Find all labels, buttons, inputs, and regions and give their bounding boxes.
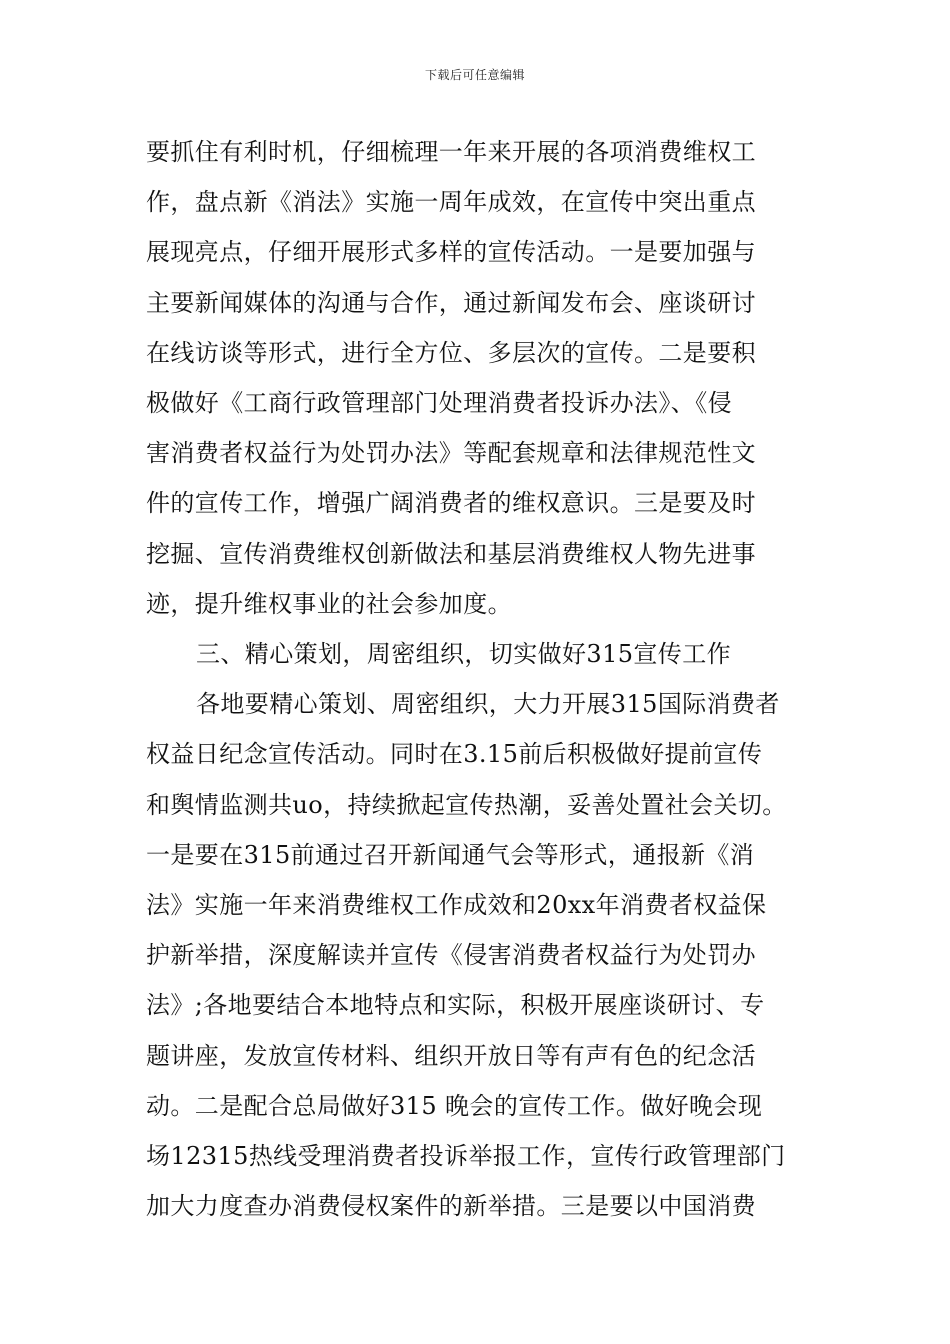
paragraph-line: 件的宣传工作，增强广阔消费者的维权意识。三是要及时 [146, 489, 756, 518]
paragraph-line: 动。二是配合总局做好315 晚会的宣传工作。做好晚会现 [146, 1091, 763, 1120]
page-header: 下载后可任意编辑 [424, 68, 525, 82]
paragraph-line: 场12315热线受理消费者投诉举报工作，宣传行政管理部门 [146, 1142, 786, 1170]
paragraph-line: 害消费者权益行为处罚办法》等配套规章和法律规范性文 [146, 439, 756, 468]
paragraph-line: 作，盘点新《消法》实施一周年成效，在宣传中突出重点 [146, 188, 756, 217]
paragraph-line: 和舆情监测共uo，持续掀起宣传热潮，妥善处置社会关切。 [146, 790, 787, 819]
paragraph-line-indented: 三、精心策划，周密组织，切实做好315宣传工作 [196, 640, 732, 668]
paragraph-line: 题讲座，发放宣传材料、组织开放日等有声有色的纪念活 [146, 1041, 756, 1070]
paragraph-line: 加大力度查办消费侵权案件的新举措。三是要以中国消费 [146, 1192, 756, 1221]
paragraph-line: 要抓住有利时机，仔细梳理一年来开展的各项消费维权工 [146, 138, 756, 166]
paragraph-line: 法》实施一年来消费维权工作成效和20xx年消费者权益保 [146, 891, 767, 919]
paragraph-line-indented: 各地要精心策划、周密组织，大力开展315国际消费者 [196, 690, 780, 719]
paragraph-line: 权益日纪念宣传活动。同时在3.15前后积极做好提前宣传 [146, 740, 763, 769]
paragraph-line: 挖掘、宣传消费维权创新做法和基层消费维权人物先进事 [146, 539, 756, 568]
paragraph-line: 极做好《工商行政管理部门处理消费者投诉办法》、《侵 [146, 389, 732, 417]
paragraph-line: 展现亮点，仔细开展形式多样的宣传活动。一是要加强与 [146, 238, 756, 267]
paragraph-line: 一是要在315前通过召开新闻通气会等形式，通报新《消 [146, 840, 755, 869]
paragraph-line: 主要新闻媒体的沟通与合作，通过新闻发布会、座谈研讨 [146, 288, 756, 317]
paragraph-line: 法》;各地要结合本地特点和实际，积极开展座谈研讨、专 [146, 991, 765, 1020]
paragraph-line: 护新举措，深度解读并宣传《侵害消费者权益行为处罚办 [146, 941, 756, 970]
paragraph-line: 在线访谈等形式，进行全方位、多层次的宣传。二是要积 [146, 338, 756, 367]
paragraph-line: 迹，提升维权事业的社会参加度。 [146, 589, 512, 618]
